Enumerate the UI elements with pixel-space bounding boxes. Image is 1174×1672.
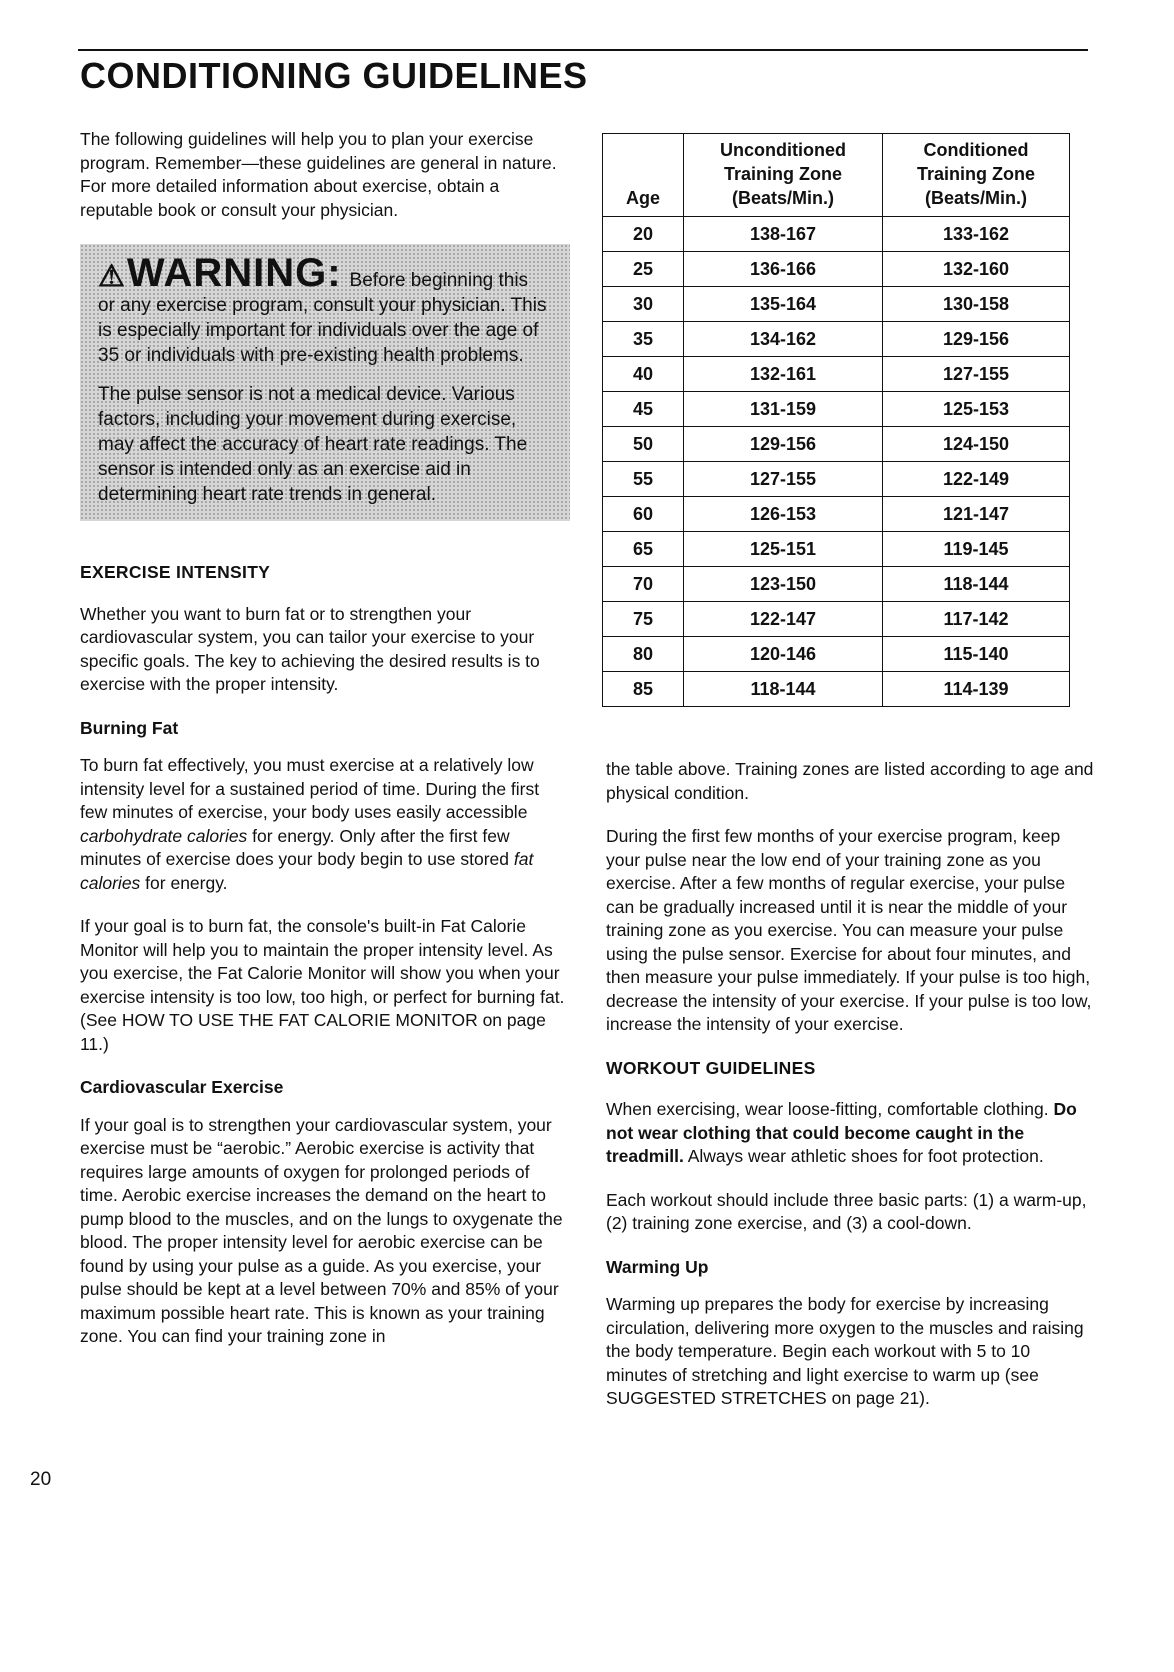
burning-fat-text-b: for energy. Only after the first few minutes of exercise does your body begin to use stored: [80, 825, 514, 869]
age-cell: 80: [603, 637, 684, 672]
unconditioned-cell: 138-167: [684, 217, 883, 252]
page-title: CONDITIONING GUIDELINES: [80, 55, 588, 96]
table-row: [603, 497, 1070, 532]
conditioned-cell: 125-153: [883, 392, 1070, 427]
age-cell: 20: [603, 217, 684, 252]
table-row: [603, 427, 1070, 462]
age-cell: 65: [603, 532, 684, 567]
table-row: [603, 567, 1070, 602]
warning-triangle-icon: ⚠: [98, 260, 125, 293]
unconditioned-cell: 127-155: [684, 462, 883, 497]
conditioned-cell: 130-158: [883, 287, 1070, 322]
training-zone-table-container: [602, 133, 1070, 707]
workout-parts-paragraph: Each workout should include three basic parts: (1) a warm-up, (2) training zone exercise, and (3) a cool-down.: [606, 1189, 1087, 1233]
warning-second-paragraph: The pulse sensor is not a medical device. Various factors, including your movement during exercise, may affect the accuracy of heart rate readings. The sensor is intended only as an exercise aid in determining heart rate trends in general.: [98, 384, 528, 505]
warning-heading: [98, 251, 350, 295]
age-cell: 25: [603, 252, 684, 287]
carbohydrate-calories-term: carbohydrate calories: [80, 825, 248, 846]
table-header-row: [603, 134, 1070, 217]
age-cell: 75: [603, 602, 684, 637]
unconditioned-cell: 136-166: [684, 252, 883, 287]
conditioned-cell: 122-149: [883, 462, 1070, 497]
table-row: [603, 462, 1070, 497]
warning-first-paragraph: [98, 251, 550, 368]
age-cell: 50: [603, 427, 684, 462]
fat-calories-term: fat calories: [80, 849, 534, 893]
workout-clothing-paragraph: [606, 1098, 1094, 1169]
table-row: [603, 252, 1070, 287]
burning-fat-paragraph-2: If your goal is to burn fat, the console's built-in Fat Calorie Monitor will help you to maintain the proper intensity level. As you exercise, the Fat Calorie Monitor will show you when your exercise intensity is too low, too high, or perfect for burning fat. (See HOW TO USE THE FAT CALORIE MONITOR on page 11.): [80, 916, 565, 1054]
exercise-intensity-paragraph: Whether you want to burn fat or to strengthen your cardiovascular system, you can tailor your exercise to your specific goals. The key to achieving the desired results is to exercise with the proper intensity.: [80, 603, 540, 694]
clothing-caution-text: Do not wear clothing that could become caught in the treadmill.: [606, 1099, 1077, 1166]
training-zone-table: [602, 133, 1070, 707]
conditioned-cell: 117-142: [883, 602, 1070, 637]
conditioned-cell: 118-144: [883, 567, 1070, 602]
conditioned-cell: 121-147: [883, 497, 1070, 532]
left-column: [80, 128, 570, 1369]
unconditioned-cell: 134-162: [684, 322, 883, 357]
conditioned-cell: 132-160: [883, 252, 1070, 287]
burning-fat-heading: Burning Fat: [80, 717, 179, 738]
age-column-header: Age: [603, 134, 684, 217]
table-row: [603, 287, 1070, 322]
warning-label: WARNING:: [126, 251, 342, 295]
table-row: [603, 357, 1070, 392]
conditioned-cell: 127-155: [883, 357, 1070, 392]
age-cell: 55: [603, 462, 684, 497]
title-rule: [78, 49, 1088, 51]
workout-clothing-text-b: Always wear athletic shoes for foot protection.: [683, 1146, 1044, 1166]
pulse-guidance-paragraph: During the first few months of your exercise program, keep your pulse near the low end of your training zone as you exercise. After a few months of regular exercise, your pulse can be gradually increased until it is near the middle of your training zone as you exercise. You can measure your pulse using the pulse sensor. Exercise for about four minutes, and then measure your pulse immediately. If your pulse is too high, decrease the intensity of your exercise. If your pulse is too low, increase the intensity of your exercise.: [606, 826, 1092, 1034]
age-cell: 40: [603, 357, 684, 392]
age-cell: 35: [603, 322, 684, 357]
conditioned-cell: 114-139: [883, 672, 1070, 707]
unconditioned-cell: 122-147: [684, 602, 883, 637]
unconditioned-cell: 126-153: [684, 497, 883, 532]
page-number: 20: [30, 1469, 52, 1490]
conditioned-cell: 115-140: [883, 637, 1070, 672]
table-row: [603, 532, 1070, 567]
workout-guidelines-heading: WORKOUT GUIDELINES: [606, 1057, 816, 1078]
unconditioned-cell: 129-156: [684, 427, 883, 462]
intro-paragraph: The following guidelines will help you to plan your exercise program. Remember—these guidelines are general in nature. For more detailed information about exercise, obtain a reputable book or consult your physician.: [80, 129, 557, 220]
unconditioned-cell: 131-159: [684, 392, 883, 427]
cardiovascular-paragraph: If your goal is to strengthen your cardiovascular system, your exercise must be “aerobic.” Aerobic exercise is activity that requires large amounts of oxygen for prolonged periods of time. Aerobic exercise increases the demand on the heart to pump blood to the muscles, and on the lungs to oxygenate the blood. The proper intensity level for aerobic exercise can be found by using your pulse as a guide. As you exercise, your pulse should be kept at a level between 70% and 85% of your maximum possible heart rate. This is known as your training zone. You can find your training zone in: [80, 1114, 563, 1346]
unconditioned-column-header: Unconditioned Training Zone (Beats/Min.): [684, 134, 883, 217]
table-row: [603, 392, 1070, 427]
table-row: [603, 217, 1070, 252]
table-row: [603, 672, 1070, 707]
warning-first-text: Before beginning this or any exercise program, consult your physician. This is especially important for individuals over the age of 35 or individuals with pre-existing health problems.: [98, 270, 547, 366]
unconditioned-cell: 132-161: [684, 357, 883, 392]
age-cell: 85: [603, 672, 684, 707]
conditioned-cell: 133-162: [883, 217, 1070, 252]
unconditioned-cell: 118-144: [684, 672, 883, 707]
table-row: [603, 637, 1070, 672]
age-cell: 30: [603, 287, 684, 322]
warming-up-paragraph: Warming up prepares the body for exercise by increasing circulation, delivering more oxygen to the muscles and raising the body temperature. Begin each workout with 5 to 10 minutes of stretching and light exercise to warm up (see SUGGESTED STRETCHES on page 21).: [606, 1294, 1084, 1408]
unconditioned-cell: 120-146: [684, 637, 883, 672]
warning-box: [80, 244, 570, 521]
conditioned-column-header: Conditioned Training Zone (Beats/Min.): [883, 134, 1070, 217]
burning-fat-paragraph-1: [80, 754, 570, 895]
workout-clothing-text-a: When exercising, wear loose-fitting, comfortable clothing.: [606, 1099, 1054, 1119]
unconditioned-cell: 123-150: [684, 567, 883, 602]
conditioned-cell: 119-145: [883, 532, 1070, 567]
age-cell: 60: [603, 497, 684, 532]
warming-up-heading: Warming Up: [606, 1256, 709, 1277]
right-column: [606, 758, 1094, 1431]
table-row: [603, 602, 1070, 637]
conditioned-cell: 129-156: [883, 322, 1070, 357]
conditioned-cell: 124-150: [883, 427, 1070, 462]
table-row: [603, 322, 1070, 357]
unconditioned-cell: 125-151: [684, 532, 883, 567]
unconditioned-cell: 135-164: [684, 287, 883, 322]
age-cell: 45: [603, 392, 684, 427]
age-cell: 70: [603, 567, 684, 602]
exercise-intensity-heading: EXERCISE INTENSITY: [80, 562, 271, 582]
burning-fat-text-c: for energy.: [140, 872, 228, 893]
burning-fat-text-a: To burn fat effectively, you must exercise at a relatively low intensity level for a sustained period of time. During the first few minutes of exercise, your body uses easily accessible: [80, 755, 540, 822]
table-explanation-paragraph: the table above. Training zones are listed according to age and physical condition.: [606, 759, 1094, 803]
cardiovascular-heading: Cardiovascular Exercise: [80, 1077, 284, 1097]
